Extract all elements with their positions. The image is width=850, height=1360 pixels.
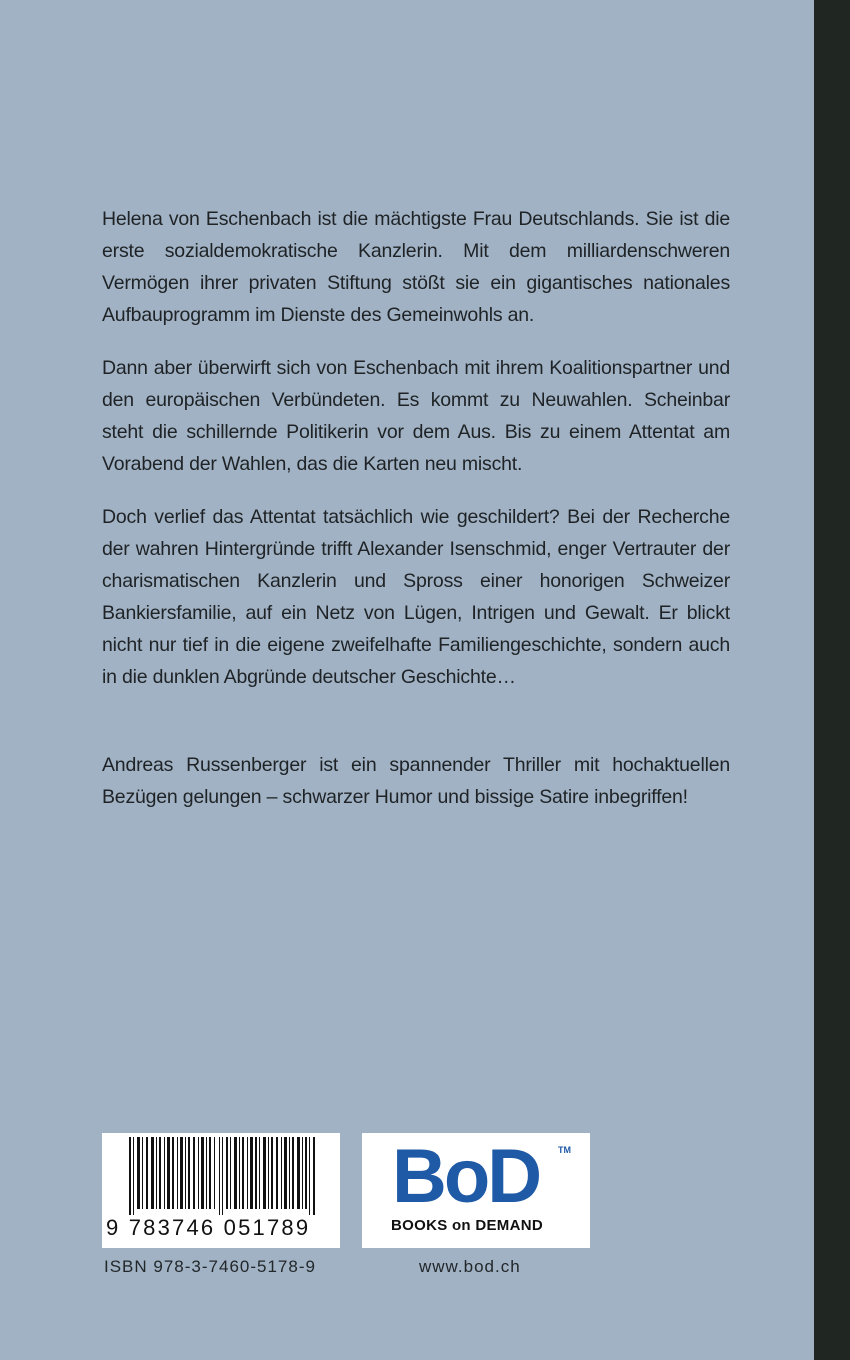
bod-logo: BoD: [392, 1134, 540, 1219]
publisher-logo-box: [362, 1133, 590, 1248]
book-spine: [814, 0, 850, 1360]
isbn-number: ISBN 978-3-7460-5178-9: [104, 1257, 316, 1276]
back-cover-blurb: [102, 203, 730, 834]
blurb-paragraph-1: Helena von Eschenbach ist die mächtigste Frau Deutschlands. Sie ist die erste sozialdemokratische Kanzlerin. Mit dem milliardenschweren Vermögen ihrer privaten Stiftung stößt sie ein gigantisches nationales Aufbauprogramm im Dienste des Gemeinwohls an.: [102, 208, 730, 326]
blurb-paragraph-3: Doch verlief das Attentat tatsächlich wie geschildert? Bei der Recherche der wahren Hintergründe trifft Alexander Isenschmid, enger Vertrauter der charismatischen Kanzlerin und Spross einer honorigen Schweizer Bankiersfamilie, auf ein Netz von Lügen, Intrigen und Gewalt. Er blickt nicht nur tief in die eigene zweifelhafte Familiengeschichte, sondern auch in die dunklen Abgründe deutscher Geschichte…: [102, 506, 730, 688]
isbn-barcode: [102, 1133, 340, 1248]
publisher-url: www.bod.ch: [419, 1257, 521, 1276]
barcode-digits: 9 783746 051789: [106, 1215, 311, 1240]
barcode-bars: [102, 1133, 340, 1215]
blurb-tagline: Andreas Russenberger ist ein spannender Thriller mit hochaktuellen Bezügen gelungen – schwarzer Humor und bissige Satire inbegriffen!: [102, 754, 730, 808]
publisher-subtitle: BOOKS on DEMAND: [391, 1217, 543, 1234]
blurb-paragraph-2: Dann aber überwirft sich von Eschenbach mit ihrem Koalitionspartner und den europäischen Verbündeten. Es kommt zu Neuwahlen. Scheinbar steht die schillernde Politikerin vor dem Aus. Bis zu einem Attentat am Vorabend der Wahlen, das die Karten neu mischt.: [102, 357, 730, 475]
trademark-mark: TM: [558, 1145, 571, 1155]
